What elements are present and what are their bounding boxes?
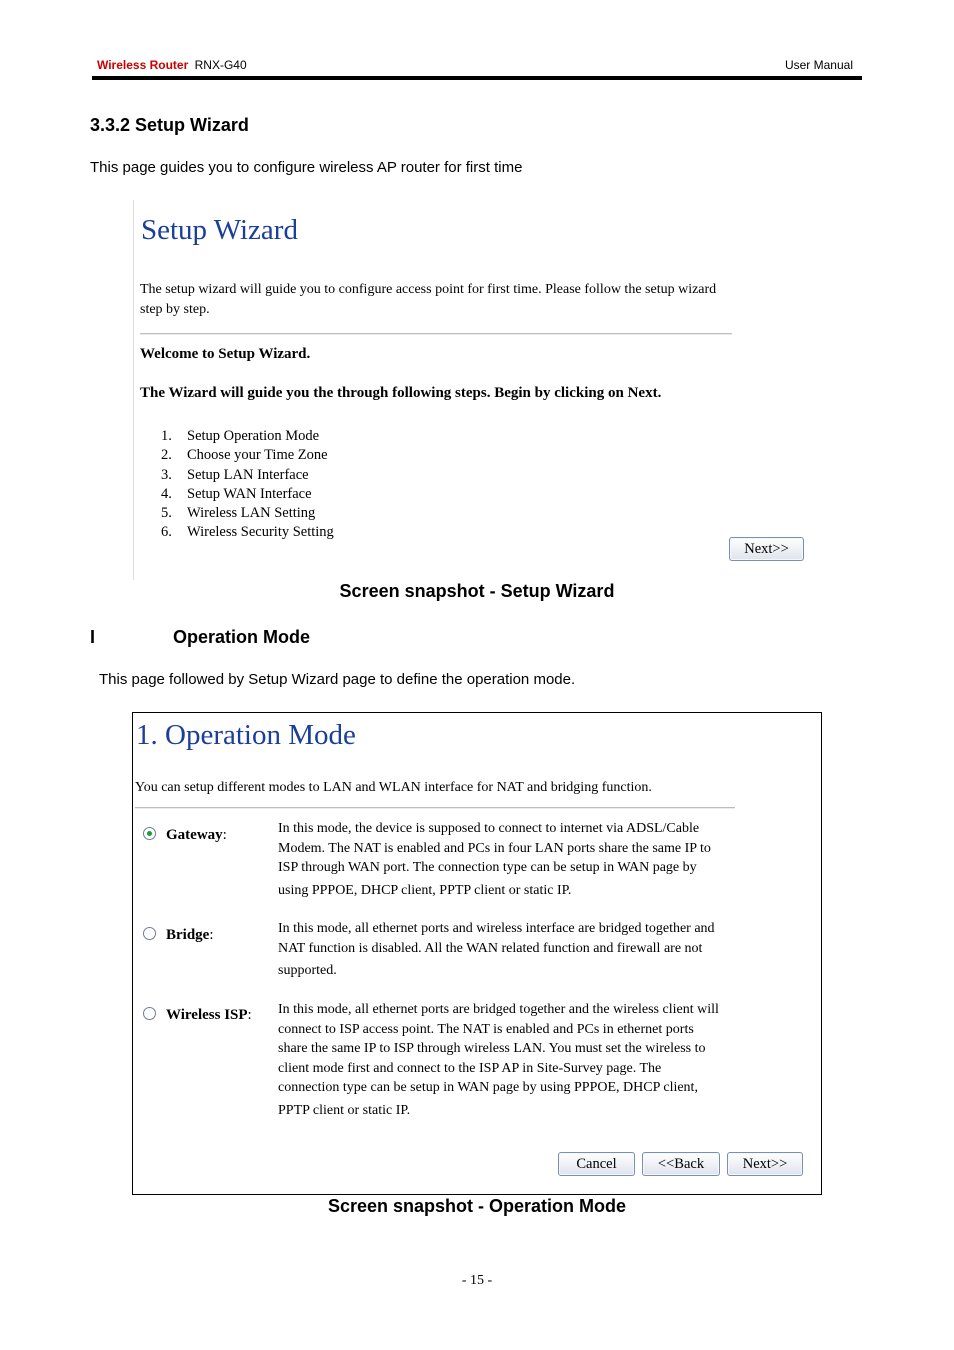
description-line: share the same IP to ISP through wireless LAN. You must set the wireless to bbox=[278, 1041, 706, 1056]
step-label: Choose your Time Zone bbox=[187, 447, 328, 464]
step-number: 1. bbox=[161, 428, 172, 444]
description-line: connect to ISP access point. The NAT is enabled and PCs in ethernet ports bbox=[278, 1021, 694, 1037]
operation-mode-screenshot bbox=[132, 712, 822, 1195]
caption-setup-wizard: Screen snapshot - Setup Wizard bbox=[339, 581, 615, 601]
wireless-isp-label bbox=[166, 1007, 252, 1024]
list-item bbox=[161, 446, 334, 465]
bridge-label-text: Bridge bbox=[166, 927, 210, 943]
subsection-title: Operation Mode bbox=[173, 627, 311, 647]
bridge-radio[interactable] bbox=[143, 927, 156, 940]
setup-wizard-screenshot bbox=[133, 200, 814, 580]
header-title bbox=[97, 58, 247, 72]
bridge-label bbox=[166, 927, 214, 944]
caption-operation-mode: Screen snapshot - Operation Mode bbox=[327, 1196, 627, 1216]
page-number: - 15 - bbox=[461, 1273, 493, 1288]
back-button[interactable]: <<Back bbox=[642, 1152, 720, 1176]
description-line: using PPPOE, DHCP client, PPTP client or static IP. bbox=[278, 882, 572, 898]
divider bbox=[140, 333, 732, 335]
header-rule bbox=[92, 76, 862, 80]
gateway-label bbox=[166, 827, 227, 844]
operation-mode-description: You can setup different modes to LAN and WLAN interface for NAT and bridging function. bbox=[135, 780, 652, 795]
step-number: 5. bbox=[161, 505, 172, 522]
divider bbox=[135, 807, 735, 809]
description-line: connection type can be setup in WAN page by using PPPOE, DHCP client, bbox=[278, 1080, 698, 1095]
cancel-button[interactable]: Cancel bbox=[558, 1152, 635, 1176]
operation-mode-title: 1. Operation Mode bbox=[136, 719, 356, 751]
step-number: 3. bbox=[161, 466, 172, 483]
list-item bbox=[161, 523, 334, 542]
wireless-isp-description bbox=[278, 1000, 728, 1120]
header-brand: Wireless Router bbox=[97, 58, 189, 72]
list-item bbox=[161, 427, 334, 446]
wizard-next-button[interactable]: Next>> bbox=[729, 537, 804, 561]
section-title: 3.3.2 Setup Wizard bbox=[90, 115, 249, 135]
description-line: NAT function is disabled. All the WAN related function and firewall are not bbox=[278, 940, 703, 956]
header-model: RNX-G40 bbox=[194, 58, 247, 72]
step-label: Setup Operation Mode bbox=[187, 428, 320, 444]
gateway-description bbox=[278, 819, 728, 900]
description-line: In this mode, the device is supposed to connect to internet via ADSL/Cable bbox=[278, 821, 700, 836]
label-colon: : bbox=[209, 927, 214, 943]
list-item bbox=[161, 504, 334, 523]
step-label: Setup WAN Interface bbox=[187, 485, 312, 502]
description-line: PPTP client or static IP. bbox=[278, 1102, 411, 1118]
description-line: ISP through WAN port. The connection type can be setup in WAN page by bbox=[278, 860, 697, 875]
description-line: client mode first and connect to the ISP AP in Site-Survey page. The bbox=[278, 1060, 662, 1076]
label-colon: : bbox=[247, 1007, 252, 1023]
next-button[interactable]: Next>> bbox=[727, 1152, 803, 1176]
guide-text: The Wizard will guide you the through following steps. Begin by clicking on Next. bbox=[140, 385, 662, 401]
section-intro: This page guides you to configure wireless AP router for first time bbox=[90, 159, 523, 176]
header-doc-type: User Manual bbox=[784, 58, 853, 72]
setup-wizard-description: The setup wizard will guide you to configure access point for first time. Please follow the setup wizard step by step. bbox=[140, 282, 717, 317]
step-number: 6. bbox=[161, 524, 172, 541]
steps-list bbox=[161, 427, 334, 543]
subsection-marker: I bbox=[90, 627, 96, 647]
step-label: Wireless LAN Setting bbox=[187, 505, 316, 522]
wireless-isp-radio[interactable] bbox=[143, 1007, 156, 1020]
list-item bbox=[161, 466, 334, 485]
label-colon: : bbox=[222, 827, 227, 843]
gateway-radio[interactable] bbox=[143, 827, 156, 840]
step-number: 2. bbox=[161, 447, 172, 464]
wireless-isp-label-text: Wireless ISP bbox=[166, 1007, 248, 1023]
list-item bbox=[161, 485, 334, 504]
description-line: In this mode, all ethernet ports are bridged together and the wireless client will bbox=[278, 1002, 719, 1017]
description-line: supported. bbox=[278, 963, 337, 978]
setup-wizard-title: Setup Wizard bbox=[141, 214, 298, 246]
step-label: Wireless Security Setting bbox=[187, 524, 334, 541]
description-line: Modem. The NAT is enabled and PCs in four LAN ports share the same IP to bbox=[278, 840, 711, 856]
gateway-label-text: Gateway bbox=[166, 827, 223, 843]
subsection-intro: This page followed by Setup Wizard page to define the operation mode. bbox=[99, 671, 576, 688]
bridge-description bbox=[278, 919, 728, 981]
step-number: 4. bbox=[161, 485, 172, 502]
step-label: Setup LAN Interface bbox=[187, 466, 309, 483]
welcome-text: Welcome to Setup Wizard. bbox=[140, 346, 311, 362]
description-line: In this mode, all ethernet ports and wireless interface are bridged together and bbox=[278, 921, 715, 936]
